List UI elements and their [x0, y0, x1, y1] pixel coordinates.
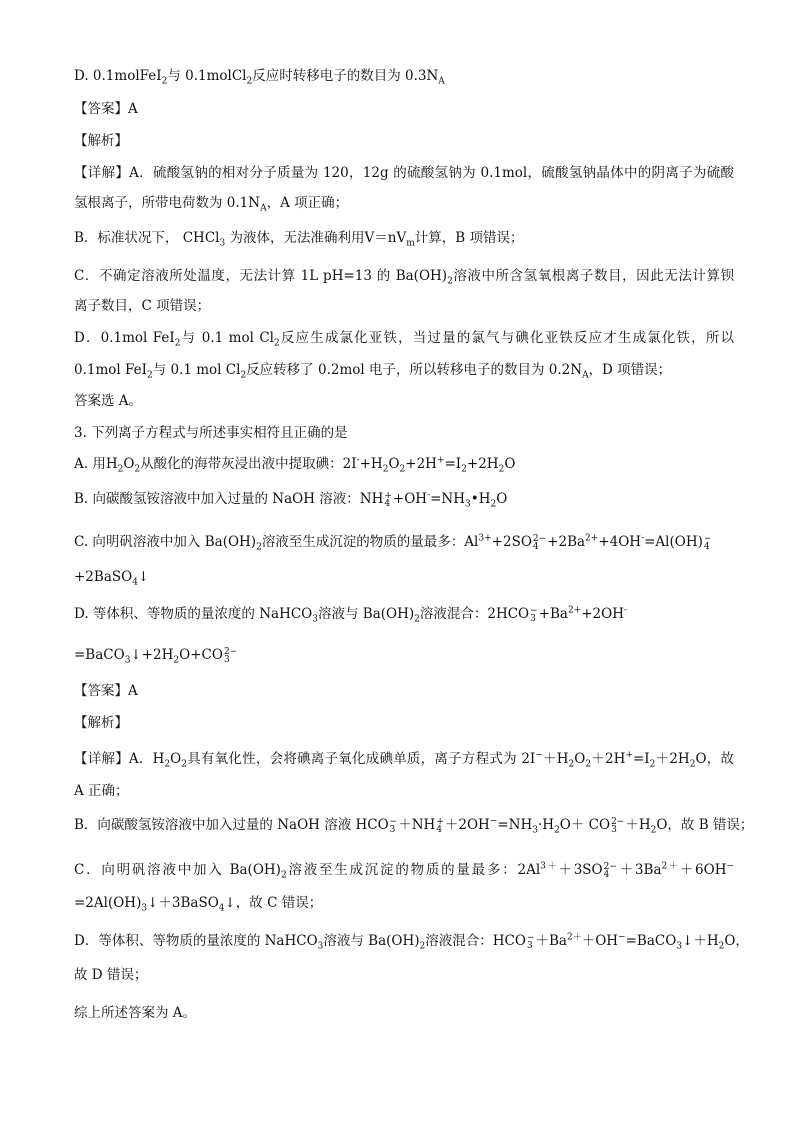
detail2-a-line2: A 正确；: [74, 783, 129, 799]
detail2-c-line1: C．向明矾溶液中加入 $Ba(OH)_2$溶液至生成沉淀的物质的量最多：$2Al^{3+}+3SO$ 2− 4 $+3Ba^{2+}+6OH^-$: [74, 861, 735, 881]
question-3-option-a: A. 用$H_2O_2$从酸化的海带灰浸出液中提取碘：$2I^-+H_2O_2+2H^+=I_2+2H_2O$: [74, 455, 516, 475]
answer-label-2: 【答案】A: [74, 683, 138, 699]
detail-d-line1: D．0.1mol FeI$_2$与 0.1 mol $Cl_2$反应生成氯化亚铁，当过量的氯气与碘化亚铁反应才生成氯化铁，所以: [74, 330, 734, 349]
detail-a-line1: 【详解】A．硫酸氢钠的相对分子质量为 120，12g 的硫酸氢钠为 0.1mol，硫酸氢钠晶体中的阴离子为硫酸: [74, 165, 734, 181]
answer-label: 【答案】A: [74, 101, 138, 117]
detail-c-line2: 离子数目，C 项错误；: [74, 298, 211, 314]
detail-d-line2: 0.1mol FeI$_2$与 0.1 mol $Cl_2$反应转移了 0.2mol 电子，所以转移电子的数目为 $0.2N_A$，D 项错误；: [74, 362, 672, 381]
question-3-option-b: B. 向碳酸氢铵溶液中加入过量的 NaOH 溶液：NH + 4 $+OH^-=NH_3•H_2O$: [74, 490, 508, 510]
analysis-label: 【解析】: [74, 133, 128, 149]
question-3-option-c-line2: +2BaSO$_4$↓: [74, 569, 150, 588]
summary-answer: 综上所述答案为 A。: [74, 1005, 197, 1021]
option-d-text: D. 0.1molFeI$_2$与 0.1molCl$_2$反应时转移电子的数目为 $0.3N_A$: [74, 68, 445, 87]
question-3-title: 3. 下列离子方程式与所述事实相符且正确的是: [74, 425, 348, 441]
detail2-a-line1: 【详解】A．$H_2O_2$具有氧化性，会将碘离子氧化成碘单质，离子方程式为 $2I^-+H_2O_2+2H^+=I_2+2H_2O$，故: [74, 750, 734, 770]
detail2-d-line1: D．等体积、等物质的量浓度的 NaHCO$_3$溶液与 $Ba(OH)_2$溶液混合：HCO − 3 $+Ba^{2+}+OH^-=BaCO_3↓+H_2O$，: [74, 932, 749, 952]
question-3-option-c-line1: C. 向明矾溶液中加入 $Ba(OH)_2$溶液至生成沉淀的物质的量最多：$Al^{3+}+2SO$ 2− 4 $+2Ba^{2+}+4OH^-=Al(OH)$ − 4: [74, 533, 712, 553]
detail-c-line1: C．不确定溶液所处温度，无法计算 1L pH=13 的 $Ba(OH)_2$溶液中所含氢氧根离子数目，因此无法计算钡: [74, 268, 735, 287]
analysis-label-2: 【解析】: [74, 715, 128, 731]
detail2-c-line2: $=2Al(OH)_3↓+3BaSO_4↓$，故 C 错误；: [74, 895, 323, 914]
detail-a-line2: 氢根离子，所带电荷数为 $0.1N_A$，A 项正确；: [74, 195, 349, 214]
question-3-option-d-line1: D. 等体积、等物质的量浓度的 NaHCO$_3$溶液与 $Ba(OH)_2$溶液混合：2HCO − 3 $+Ba^{2+}+2OH^-$: [74, 605, 628, 625]
detail2-b: B．向碳酸氢铵溶液中加入过量的 NaOH 溶液 HCO − 3 ＋NH + 4 $+2OH^-=NH_3\cdot H_2O+$ CO 2− 3 $+H_2O$，故 B 错误；: [74, 816, 754, 836]
formula-v-nvm: $V=nV_m$: [364, 230, 415, 249]
question-3-option-d-line2: $=BaCO_3↓+2H_2O+CO$ 2− 3: [74, 646, 238, 666]
answer-choice-a: 答案选 A。: [74, 393, 143, 409]
detail-b: B．标准状况下， CHCl$_3$ 为液体，无法准确利用$V=nV_m$计算，B 项错误；: [74, 230, 524, 249]
detail2-d-line2: 故 D 错误；: [74, 967, 148, 983]
